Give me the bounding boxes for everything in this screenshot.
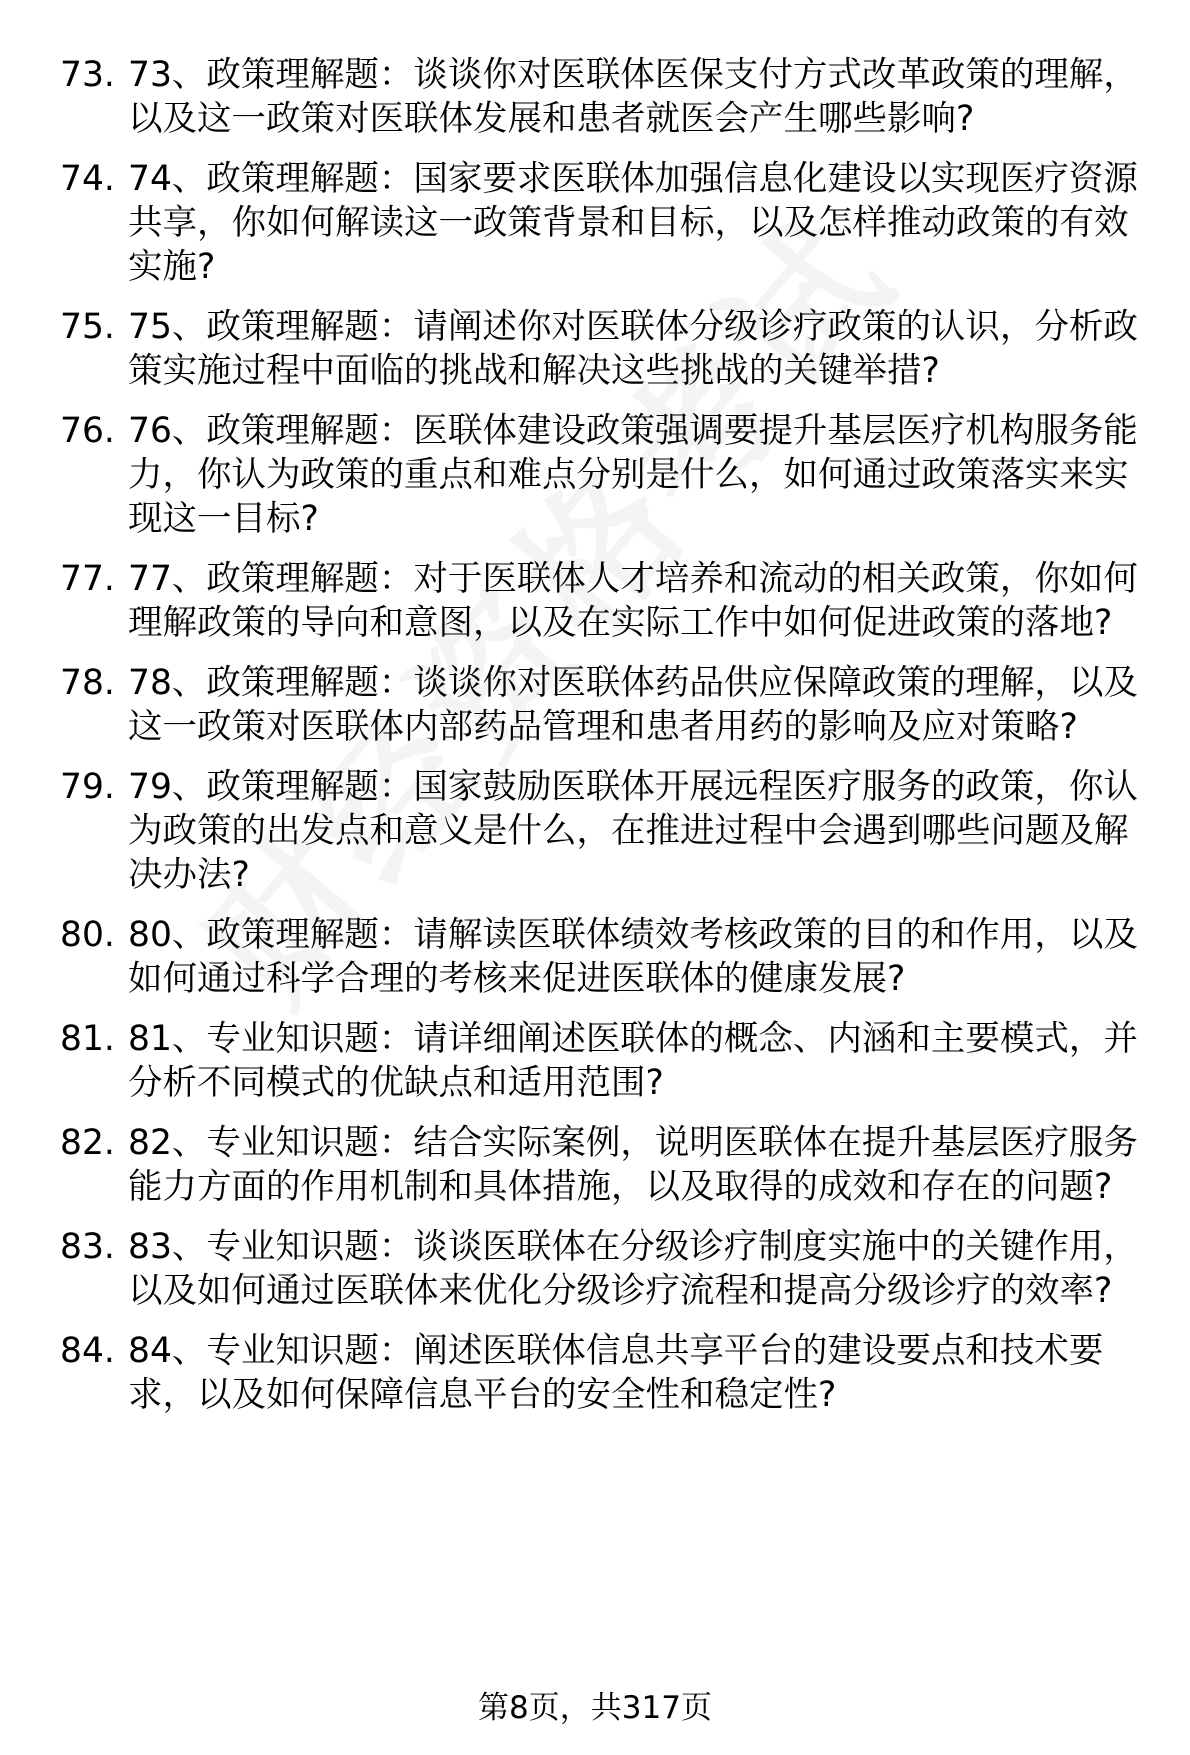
item-text: 83、专业知识题：谈谈医联体在分级诊疗制度实施中的关键作用，以及如何通过医联体来优化分级诊疗流程和提高分级诊疗的效率? xyxy=(128,1227,1138,1311)
item-text: 82、专业知识题：结合实际案例，说明医联体在提升基层医疗服务能力方面的作用机制和具体措施，以及取得的成效和存在的问题? xyxy=(128,1123,1138,1207)
list-item xyxy=(60,1329,1150,1417)
item-number: 84. xyxy=(60,1331,115,1371)
item-text: 84、专业知识题：阐述医联体信息共享平台的建设要点和技术要求，以及如何保障信息平台的安全性和稳定性? xyxy=(128,1331,1104,1415)
list-item xyxy=(60,913,1150,1001)
list-item xyxy=(60,157,1150,289)
item-number: 81. xyxy=(60,1019,115,1059)
list-item xyxy=(60,409,1150,541)
item-text: 81、专业知识题：请详细阐述医联体的概念、内涵和主要模式，并分析不同模式的优缺点和适用范围? xyxy=(128,1019,1138,1103)
question-list xyxy=(60,53,1150,1433)
item-text: 76、政策理解题：医联体建设政策强调要提升基层医疗机构服务能力，你认为政策的重点和难点分别是什么，如何通过政策落实来实现这一目标? xyxy=(128,411,1138,539)
item-text: 79、政策理解题：国家鼓励医联体开展远程医疗服务的政策，你认为政策的出发点和意义是什么，在推进过程中会遇到哪些问题及解决办法? xyxy=(128,767,1138,895)
item-text: 80、政策理解题：请解读医联体绩效考核政策的目的和作用，以及如何通过科学合理的考核来促进医联体的健康发展? xyxy=(128,915,1138,999)
list-item xyxy=(60,1225,1150,1313)
item-number: 74. xyxy=(60,159,115,199)
item-number: 73. xyxy=(60,55,115,95)
item-text: 77、政策理解题：对于医联体人才培养和流动的相关政策，你如何理解政策的导向和意图，以及在实际工作中如何促进政策的落地? xyxy=(128,559,1138,643)
item-number: 78. xyxy=(60,663,115,703)
list-item xyxy=(60,305,1150,393)
item-text: 78、政策理解题：谈谈你对医联体药品供应保障政策的理解，以及这一政策对医联体内部药品管理和患者用药的影响及应对策略? xyxy=(128,663,1138,747)
item-number: 77. xyxy=(60,559,115,599)
item-number: 76. xyxy=(60,411,115,451)
page-footer: 第8页，共317页 xyxy=(478,1690,712,1726)
list-item xyxy=(60,765,1150,897)
item-text: 74、政策理解题：国家要求医联体加强信息化建设以实现医疗资源共享，你如何解读这一政策背景和目标，以及怎样推动政策的有效实施? xyxy=(128,159,1138,287)
item-number: 80. xyxy=(60,915,115,955)
list-item xyxy=(60,557,1150,645)
list-item xyxy=(60,1121,1150,1209)
list-item xyxy=(60,53,1150,141)
item-number: 79. xyxy=(60,767,115,807)
item-text: 75、政策理解题：请阐述你对医联体分级诊疗政策的认识，分析政策实施过程中面临的挑战和解决这些挑战的关键举措? xyxy=(128,307,1138,391)
item-number: 82. xyxy=(60,1123,115,1163)
item-text: 73、政策理解题：谈谈你对医联体医保支付方式改革政策的理解，以及这一政策对医联体发展和患者就医会产生哪些影响? xyxy=(128,55,1138,139)
list-item xyxy=(60,1017,1150,1105)
list-item xyxy=(60,661,1150,749)
item-number: 75. xyxy=(60,307,115,347)
item-number: 83. xyxy=(60,1227,115,1267)
